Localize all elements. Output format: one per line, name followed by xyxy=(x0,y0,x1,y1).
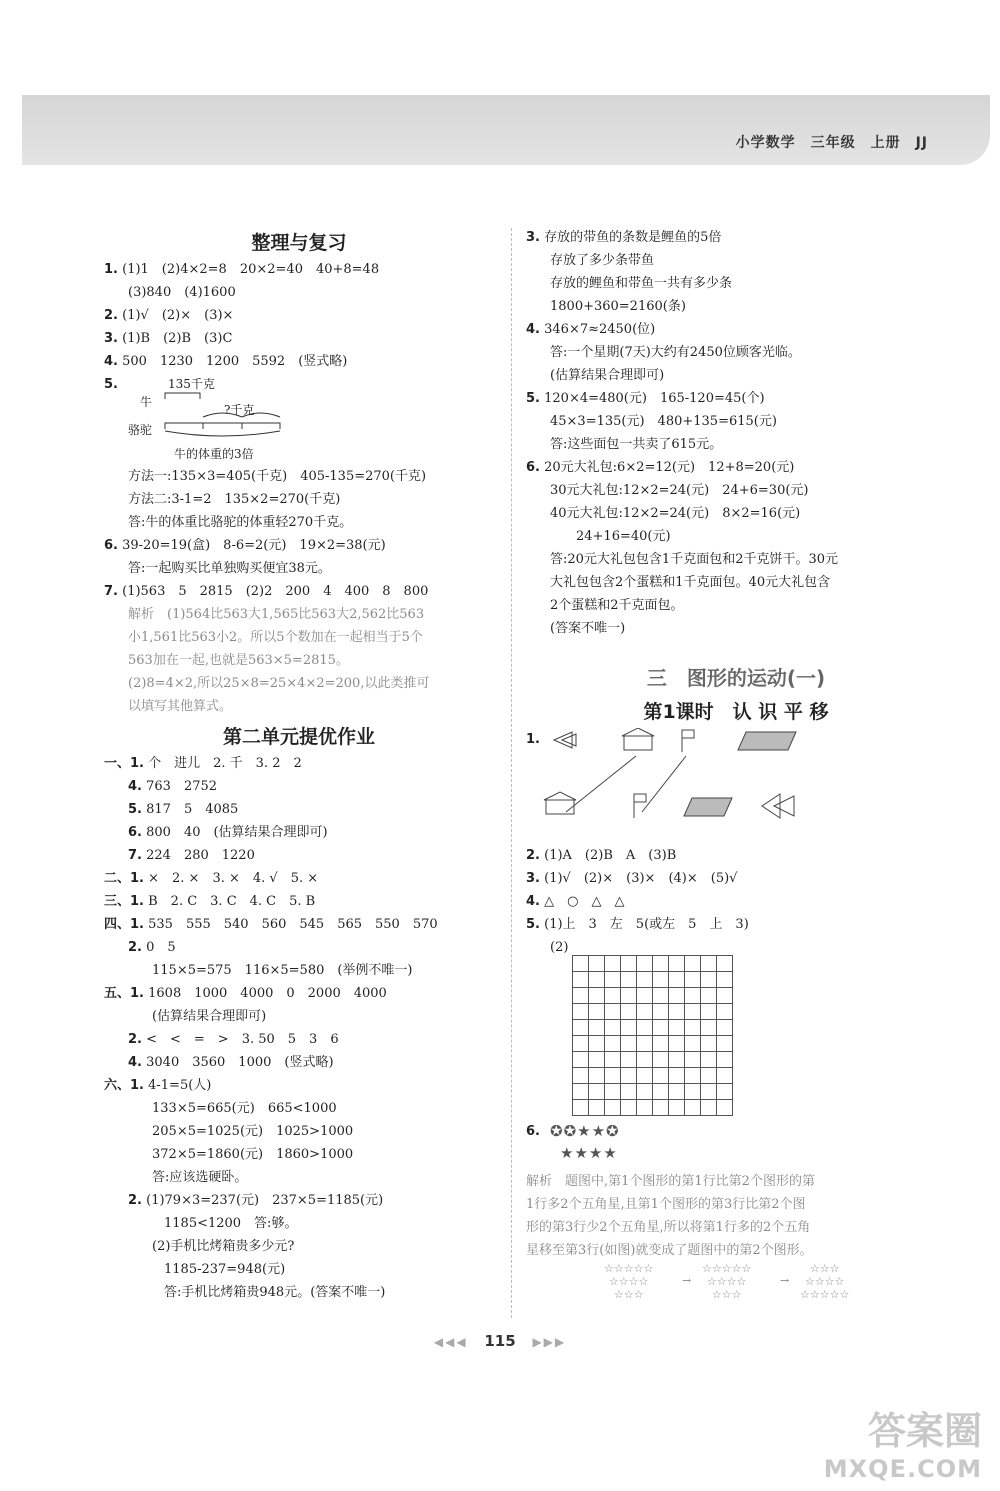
answer-line xyxy=(104,1189,494,1212)
answer-line xyxy=(104,350,494,373)
question-1-figures xyxy=(526,728,946,844)
answer-line xyxy=(104,1074,494,1097)
three-times-label: 牛的体重的3倍 xyxy=(174,447,254,461)
question-number: 2. xyxy=(128,1193,142,1208)
answer-line xyxy=(104,1235,494,1258)
answer-line xyxy=(526,867,946,890)
question-number: 3. xyxy=(526,230,540,245)
question-number: 6. xyxy=(104,538,118,553)
answer-line xyxy=(526,913,946,936)
answer-line xyxy=(104,557,494,580)
answer-text: B 2. C 3. C 4. C 5. B xyxy=(148,894,316,909)
answer-text: 500 1230 1200 5592 (竖式略) xyxy=(122,354,348,369)
left-answers-3 xyxy=(104,752,494,1304)
answer-line xyxy=(104,867,494,890)
answer-line xyxy=(526,456,946,479)
answer-text: 763 2752 xyxy=(146,779,218,794)
question-number: 3. xyxy=(526,871,540,886)
star-row: ☆☆☆☆ xyxy=(706,1275,747,1288)
answer-line xyxy=(104,890,494,913)
book-title: 小学数学 三年级 上册 JJ xyxy=(735,135,928,151)
section-title-review: 整理与复习 xyxy=(251,232,347,254)
question-number: 一、1. xyxy=(104,756,144,771)
answer-line xyxy=(104,649,494,672)
fish-icon xyxy=(554,732,576,748)
answer-line xyxy=(526,502,946,525)
arrow-icon: → xyxy=(682,1274,692,1287)
answer-text: 个 进儿 2. 千 3. 2 2 xyxy=(148,756,302,771)
question-6 xyxy=(526,1120,946,1170)
stars-row-bottom: ★★★★ xyxy=(560,1144,618,1162)
section-title-unit2: 第二单元提优作业 xyxy=(222,726,375,748)
answer-text: 2个蛋糕和2千克面包。 xyxy=(550,598,684,613)
answer-line xyxy=(104,258,494,281)
answer-text: 答:20元大礼包包含1千克面包和2千克饼干。30元 xyxy=(550,552,839,567)
answer-line xyxy=(526,387,946,410)
answer-line xyxy=(104,775,494,798)
answer-text: (1)√ (2)× (3)× xyxy=(122,308,234,323)
house-icon xyxy=(622,728,654,750)
answer-text: 800 40 (估算结果合理即可) xyxy=(146,825,328,840)
answer-text: 20元大礼包:6×2=12(元) 12+8=20(元) xyxy=(544,460,795,475)
answer-text: 45×3=135(元) 480+135=615(元) xyxy=(550,414,777,429)
right-answers-2 xyxy=(526,844,946,936)
answer-text: (1)1 (2)4×2=8 20×2=40 40+8=48 xyxy=(122,262,380,277)
translation-figures xyxy=(526,728,946,844)
answer-text: 答:牛的体重比骆驼的体重轻270千克。 xyxy=(128,515,353,530)
star-row: ☆☆☆☆☆ xyxy=(800,1288,850,1301)
question-number: 3. xyxy=(104,331,118,346)
star-row: ☆☆☆☆☆ xyxy=(604,1262,654,1275)
answer-text: < < = > 3. 50 5 3 6 xyxy=(146,1032,339,1047)
answer-text: 133×5=665(元) 665<1000 xyxy=(152,1101,337,1116)
answer-line xyxy=(104,798,494,821)
question-number: 6. xyxy=(526,460,540,475)
answer-text: 1185<1200 答:够。 xyxy=(164,1216,298,1231)
answer-line xyxy=(104,672,494,695)
answer-text: 4-1=5(人) xyxy=(148,1078,212,1093)
answer-text: 答:一个星期(7天)大约有2450位顾客光临。 xyxy=(550,345,801,360)
answer-text: (1)B (2)B (3)C xyxy=(122,331,233,346)
answer-text: (估算结果合理即可) xyxy=(550,368,665,383)
left-answers-2 xyxy=(104,465,494,718)
left-arrows: ◀◀◀ xyxy=(433,1335,468,1349)
answer-text: 大礼包包含2个蛋糕和1千克面包。40元大礼包含 xyxy=(550,575,831,590)
question-number: 7. xyxy=(128,848,142,863)
answer-line xyxy=(104,982,494,1005)
question-number: 5. xyxy=(128,802,142,817)
flag-icon xyxy=(682,730,694,752)
answer-text: 205×5=1025(元) 1025>1000 xyxy=(152,1124,354,1139)
answer-line xyxy=(104,913,494,936)
question-number: 四、1. xyxy=(104,917,144,932)
answer-text: 24+16=40(元) xyxy=(550,529,671,544)
question-number: 6. xyxy=(526,1124,540,1139)
answer-text: (3)840 (4)1600 xyxy=(128,285,236,300)
stars-row-top: ✪✪★★✪ xyxy=(550,1122,620,1140)
answer-text: 40元大礼包:12×2=24(元) 8×2=16(元) xyxy=(550,506,801,521)
answer-line xyxy=(526,318,946,341)
header-band xyxy=(22,95,990,165)
answer-line xyxy=(104,304,494,327)
answer-line xyxy=(526,571,946,594)
left-column xyxy=(104,228,494,1304)
question-number: 2. xyxy=(104,308,118,323)
answer-line xyxy=(104,1258,494,1281)
answer-line xyxy=(104,1281,494,1304)
answer-line xyxy=(104,281,494,304)
question-number: 1. xyxy=(104,262,118,277)
answer-line xyxy=(104,1005,494,1028)
answer-text: 346×7≈2450(位) xyxy=(544,322,656,337)
answer-line xyxy=(104,1028,494,1051)
answer-line xyxy=(104,488,494,511)
question-number: 6. xyxy=(128,825,142,840)
answer-line xyxy=(104,327,494,350)
right-column xyxy=(526,226,946,1312)
answer-line xyxy=(104,1143,494,1166)
answer-text: 39-20=19(盒) 8-6=2(元) 19×2=38(元) xyxy=(122,538,386,553)
star-row: ☆☆☆ xyxy=(711,1288,742,1301)
analysis-line: 形的第3行少2个五角星,所以将第1行多的2个五角 xyxy=(526,1220,811,1235)
answer-line xyxy=(104,844,494,867)
watermark-url: MXQE.COM xyxy=(823,1455,982,1483)
question-number: 4. xyxy=(526,894,540,909)
answer-line xyxy=(526,479,946,502)
answer-text: 115×5=575 116×5=580 (举例不唯一) xyxy=(152,963,413,978)
question-number: 2. xyxy=(128,1032,142,1047)
answer-text: 存放的鲤鱼和带鱼一共有多少条 xyxy=(550,276,733,291)
answer-line xyxy=(104,821,494,844)
answer-text: 答:应该选硬卧。 xyxy=(152,1170,248,1185)
answer-line xyxy=(104,752,494,775)
answer-line xyxy=(104,534,494,557)
answer-text: (1)上 3 左 5(或左 5 上 3) xyxy=(544,917,749,932)
question-number: 5. xyxy=(526,391,540,406)
answer-line xyxy=(104,1212,494,1235)
answer-text: 30元大礼包:12×2=24(元) 24+6=30(元) xyxy=(550,483,809,498)
analysis-line: 解析 题图中,第1个图形的第1行比第2个图形的第 xyxy=(526,1174,815,1189)
answer-line xyxy=(104,1166,494,1189)
answer-line xyxy=(526,364,946,387)
answer-line xyxy=(104,1120,494,1143)
coordinate-grid xyxy=(572,955,733,1116)
answer-text: 1185-237=948(元) xyxy=(164,1262,286,1277)
unknown-weight-label: ?千克 xyxy=(224,403,255,417)
answer-text: 535 555 540 560 545 565 550 570 xyxy=(148,917,438,932)
answer-line xyxy=(526,226,946,249)
part-label: (2) xyxy=(550,940,569,955)
question-number: 7. xyxy=(104,584,118,599)
question-5-diagram xyxy=(104,373,494,465)
fish-icon xyxy=(762,794,794,818)
answer-text: 224 280 1220 xyxy=(146,848,255,863)
answer-text: 120×4=480(元) 165-120=45(个) xyxy=(544,391,765,406)
answer-text: 小1,561比563小2。所以5个数加在一起相当于5个 xyxy=(128,630,423,645)
question-number: 4. xyxy=(104,354,118,369)
question-number: 5. xyxy=(104,377,118,392)
answer-line xyxy=(526,525,946,548)
answer-line xyxy=(104,603,494,626)
answer-line xyxy=(104,1097,494,1120)
question-number: 六、1. xyxy=(104,1078,144,1093)
question-number: 4. xyxy=(526,322,540,337)
question-number: 二、1. xyxy=(104,871,144,886)
unit-title: 三 图形的运动(一) xyxy=(646,666,826,690)
star-row: ☆☆☆☆ xyxy=(608,1275,649,1288)
page-number: 115 xyxy=(484,1332,516,1350)
question-number: 2. xyxy=(526,848,540,863)
answer-line xyxy=(526,249,946,272)
answer-line xyxy=(526,295,946,318)
answer-text: 3040 3560 1000 (竖式略) xyxy=(146,1055,334,1070)
answer-line xyxy=(526,341,946,364)
answer-line xyxy=(104,695,494,718)
star-row: ☆☆☆ xyxy=(613,1288,644,1301)
answer-text: 817 5 4085 xyxy=(146,802,239,817)
answer-text: 答:这些面包一共卖了615元。 xyxy=(550,437,723,452)
cow-label: 牛 xyxy=(140,395,153,409)
answer-line xyxy=(526,890,946,913)
answer-line xyxy=(526,410,946,433)
answer-text: 存放了多少条带鱼 xyxy=(550,253,655,268)
parallelogram-icon xyxy=(738,732,796,750)
answer-line xyxy=(104,511,494,534)
question-number: 4. xyxy=(128,1055,142,1070)
answer-text: (答案不唯一) xyxy=(550,621,626,636)
camel-label: 骆驼 xyxy=(128,423,153,437)
answer-text: 方法二:3-1=2 135×2=270(千克) xyxy=(128,492,341,507)
column-divider xyxy=(511,228,512,1318)
question-number: 2. xyxy=(128,940,142,955)
answer-text: (2)8=4×2,所以25×8=25×4×2=200,以此类推可 xyxy=(128,676,430,691)
analysis-figure xyxy=(604,1262,946,1312)
parallelogram-icon xyxy=(684,798,732,816)
answer-text: × 2. × 3. × 4. √ 5. × xyxy=(148,871,319,886)
watermark-brand: 答案圈 xyxy=(867,1409,982,1453)
answer-line xyxy=(526,548,946,571)
answer-text: (1)√ (2)× (3)× (4)× (5)√ xyxy=(544,871,738,886)
answer-text: 答:一起购买比单独购买便宜38元。 xyxy=(128,561,331,576)
answer-line xyxy=(526,844,946,867)
page-footer xyxy=(0,1332,1000,1350)
answer-text: 以填写其他算式。 xyxy=(128,699,233,714)
answer-text: 答:手机比烤箱贵948元。(答案不唯一) xyxy=(164,1285,386,1300)
question-number: 5. xyxy=(526,917,540,932)
answer-line xyxy=(104,959,494,982)
answer-text: 0 5 xyxy=(146,940,176,955)
lesson-title: 第1课时 认 识 平 移 xyxy=(643,701,829,723)
flag-icon xyxy=(634,794,646,818)
answer-line xyxy=(104,465,494,488)
answer-text: 解析 (1)564比563大1,565比563大2,562比563 xyxy=(128,607,425,622)
analysis-line: 星移至第3行(如图)就变成了题图中的第2个图形。 xyxy=(526,1243,813,1258)
question-number: 三、1. xyxy=(104,894,144,909)
analysis-line: 1行多2个五角星,且第1个图形的第3行比第2个图 xyxy=(526,1197,806,1212)
watermark xyxy=(824,1400,982,1483)
question-number: 五、1. xyxy=(104,986,144,1001)
answer-line xyxy=(526,594,946,617)
answer-text: 372×5=1860(元) 1860>1000 xyxy=(152,1147,354,1162)
star-row: ☆☆☆☆ xyxy=(804,1275,845,1288)
answer-line xyxy=(104,626,494,649)
answer-line xyxy=(104,580,494,603)
right-arrows: ▶▶▶ xyxy=(532,1335,567,1349)
answer-line xyxy=(104,936,494,959)
answer-text: 563加在一起,也就是563×5=2815。 xyxy=(128,653,349,668)
cow-weight-label: 135千克 xyxy=(168,377,215,391)
question-number: 4. xyxy=(128,779,142,794)
answer-text: △ ○ △ △ xyxy=(544,894,625,909)
star-row: ☆☆☆☆☆ xyxy=(702,1262,752,1275)
answer-text: 1800+360=2160(条) xyxy=(550,299,686,314)
answer-text: (1)79×3=237(元) 237×5=1185(元) xyxy=(146,1193,384,1208)
question-6-analysis xyxy=(526,1170,946,1262)
answer-line xyxy=(526,617,946,640)
answer-line xyxy=(526,433,946,456)
arrow-icon: → xyxy=(780,1274,790,1287)
answer-text: 1608 1000 4000 0 2000 4000 xyxy=(148,986,387,1001)
answer-text: (估算结果合理即可) xyxy=(152,1009,267,1024)
question-number: 1. xyxy=(526,732,540,747)
answer-line xyxy=(526,272,946,295)
answer-line xyxy=(104,1051,494,1074)
answer-text: (2)手机比烤箱贵多少元? xyxy=(152,1239,295,1254)
house-icon xyxy=(544,792,576,814)
star-row: ☆☆☆ xyxy=(809,1262,840,1275)
right-answers-1 xyxy=(526,226,946,640)
answer-text: (1)A (2)B A (3)B xyxy=(544,848,677,863)
answer-text: (1)563 5 2815 (2)2 200 4 400 8 800 xyxy=(122,584,429,599)
answer-text: 存放的带鱼的条数是鲤鱼的5倍 xyxy=(544,230,722,245)
left-answers-1 xyxy=(104,258,494,373)
answer-text: 方法一:135×3=405(千克) 405-135=270(千克) xyxy=(128,469,427,484)
